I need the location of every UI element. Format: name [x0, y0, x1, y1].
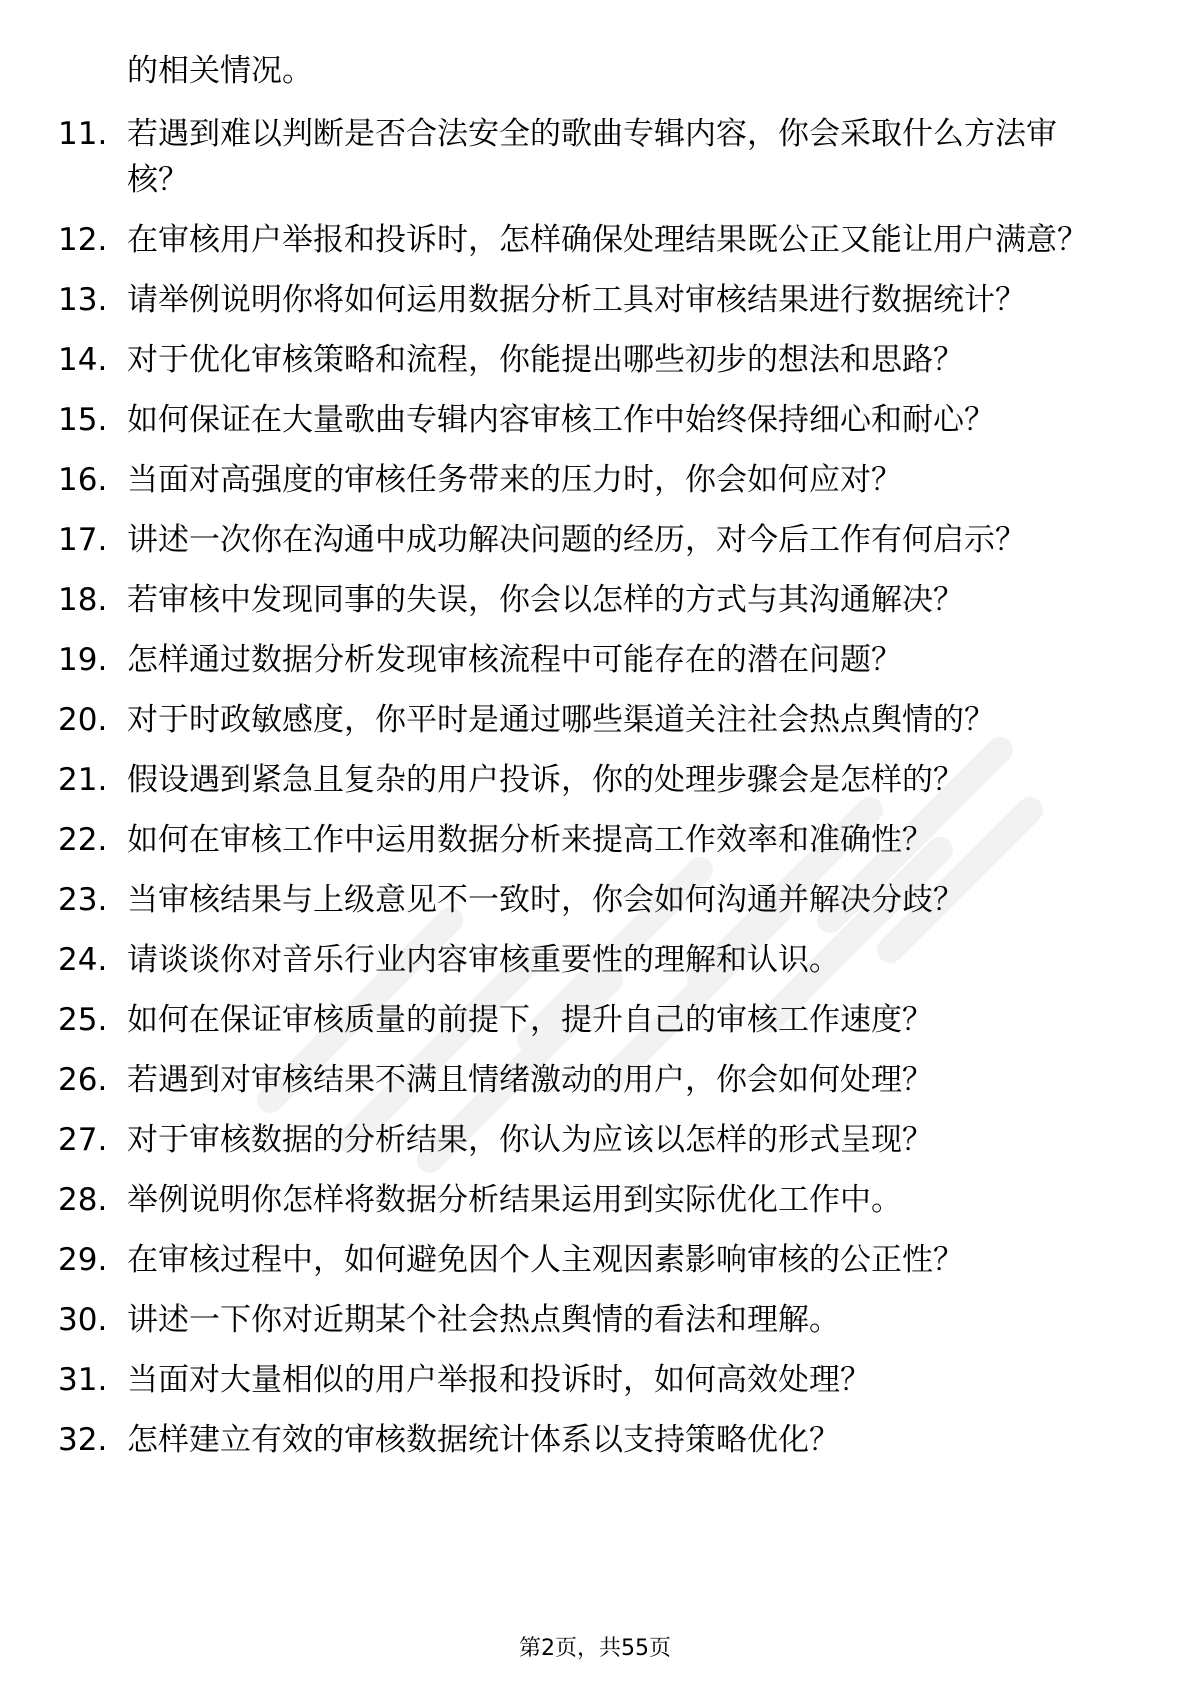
- question-item: [0, 111, 1190, 203]
- question-item: [0, 397, 1190, 443]
- question-item: [0, 217, 1190, 263]
- question-item: [0, 817, 1190, 863]
- question-text: 在审核用户举报和投诉时，怎样确保处理结果既公正又能让用户满意？: [127, 222, 1088, 258]
- question-item: [0, 1177, 1190, 1223]
- question-number: 15.: [58, 402, 108, 438]
- question-list: [0, 111, 1190, 1477]
- question-item: [0, 277, 1190, 323]
- continuation-text: 的相关情况。: [127, 53, 313, 89]
- question-item: [0, 997, 1190, 1043]
- question-number: 12.: [58, 222, 108, 258]
- question-text: 讲述一次你在沟通中成功解决问题的经历，对今后工作有何启示？: [127, 522, 1026, 558]
- question-number: 14.: [58, 342, 108, 378]
- question-number: 11.: [58, 116, 108, 152]
- page-footer: 第2页，共55页: [519, 1636, 671, 1661]
- question-text: 如何在保证审核质量的前提下，提升自己的审核工作速度？: [127, 1002, 933, 1038]
- question-number: 29.: [58, 1242, 108, 1278]
- question-text: 如何在审核工作中运用数据分析来提高工作效率和准确性？: [127, 822, 933, 858]
- question-text: 怎样通过数据分析发现审核流程中可能存在的潜在问题？: [127, 642, 902, 678]
- question-text: 在审核过程中，如何避免因个人主观因素影响审核的公正性？: [127, 1242, 964, 1278]
- question-number: 32.: [58, 1422, 108, 1458]
- question-number: 16.: [58, 462, 108, 498]
- question-number: 13.: [58, 282, 108, 318]
- question-item: [0, 1117, 1190, 1163]
- question-text: 若遇到对审核结果不满且情绪激动的用户，你会如何处理？: [127, 1062, 933, 1098]
- question-item: [0, 637, 1190, 683]
- question-text: 对于审核数据的分析结果，你认为应该以怎样的形式呈现？: [127, 1122, 933, 1158]
- question-item: [0, 457, 1190, 503]
- question-item: [0, 1357, 1190, 1403]
- question-text: 若遇到难以判断是否合法安全的歌曲专辑内容，你会采取什么方法审核？: [127, 116, 1057, 198]
- question-text: 对于时政敏感度，你平时是通过哪些渠道关注社会热点舆情的？: [127, 702, 995, 738]
- question-item: [0, 1297, 1190, 1343]
- question-text: 对于优化审核策略和流程，你能提出哪些初步的想法和思路？: [127, 342, 964, 378]
- question-item: [0, 517, 1190, 563]
- question-item: [0, 1237, 1190, 1283]
- question-number: 23.: [58, 882, 108, 918]
- question-item: [0, 757, 1190, 803]
- question-text: 举例说明你怎样将数据分析结果运用到实际优化工作中。: [127, 1182, 902, 1218]
- question-number: 17.: [58, 522, 108, 558]
- question-text: 当审核结果与上级意见不一致时，你会如何沟通并解决分歧？: [127, 882, 964, 918]
- question-text: 当面对大量相似的用户举报和投诉时，如何高效处理？: [127, 1362, 871, 1398]
- question-text: 讲述一下你对近期某个社会热点舆情的看法和理解。: [127, 1302, 840, 1338]
- question-number: 26.: [58, 1062, 108, 1098]
- question-text: 当面对高强度的审核任务带来的压力时，你会如何应对？: [127, 462, 902, 498]
- question-item: [0, 577, 1190, 623]
- question-text: 怎样建立有效的审核数据统计体系以支持策略优化？: [127, 1422, 840, 1458]
- question-text: 请谈谈你对音乐行业内容审核重要性的理解和认识。: [127, 942, 840, 978]
- question-text: 若审核中发现同事的失误，你会以怎样的方式与其沟通解决？: [127, 582, 964, 618]
- question-item: [0, 337, 1190, 383]
- question-number: 30.: [58, 1302, 108, 1338]
- question-number: 18.: [58, 582, 108, 618]
- question-number: 21.: [58, 762, 108, 798]
- question-number: 31.: [58, 1362, 108, 1398]
- question-number: 24.: [58, 942, 108, 978]
- question-item: [0, 877, 1190, 923]
- question-text: 假设遇到紧急且复杂的用户投诉，你的处理步骤会是怎样的？: [127, 762, 964, 798]
- question-item: [0, 937, 1190, 983]
- question-number: 28.: [58, 1182, 108, 1218]
- question-number: 22.: [58, 822, 108, 858]
- question-text: 请举例说明你将如何运用数据分析工具对审核结果进行数据统计？: [127, 282, 1026, 318]
- question-number: 20.: [58, 702, 108, 738]
- question-item: [0, 697, 1190, 743]
- question-item: [0, 1057, 1190, 1103]
- question-number: 19.: [58, 642, 108, 678]
- question-number: 27.: [58, 1122, 108, 1158]
- question-item: [0, 1417, 1190, 1463]
- question-text: 如何保证在大量歌曲专辑内容审核工作中始终保持细心和耐心？: [127, 402, 995, 438]
- question-number: 25.: [58, 1002, 108, 1038]
